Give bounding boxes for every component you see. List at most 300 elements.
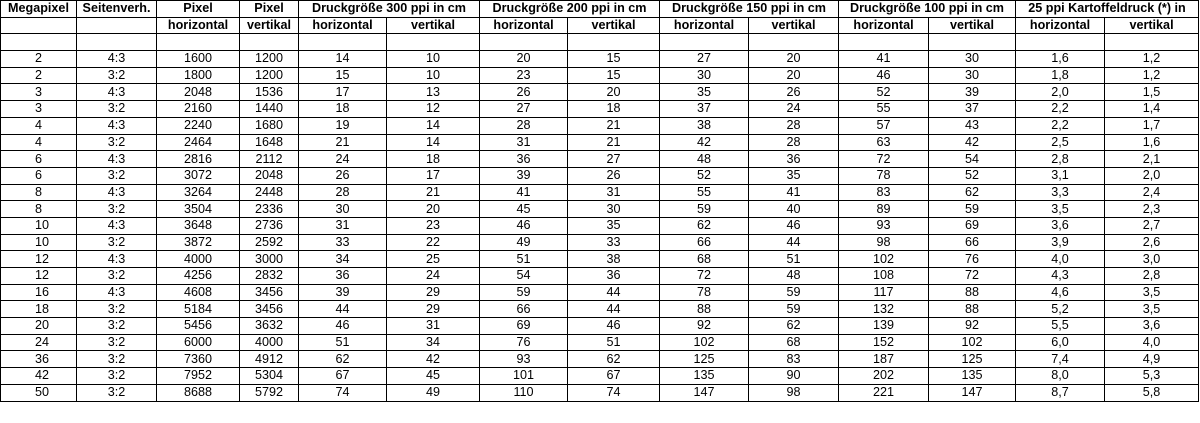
table-cell: 8,7 xyxy=(1016,384,1105,401)
table-row xyxy=(1,134,1199,151)
table-cell: 34 xyxy=(299,251,387,268)
table-cell: 6 xyxy=(1,167,77,184)
table-row xyxy=(1,101,1199,118)
table-cell: 3:2 xyxy=(77,351,157,368)
table-cell: 98 xyxy=(749,384,839,401)
table-cell: 4,6 xyxy=(1016,284,1105,301)
table-cell: 49 xyxy=(387,384,480,401)
table-cell: 1,2 xyxy=(1105,67,1199,84)
table-cell: 21 xyxy=(568,117,660,134)
table-cell: 3,1 xyxy=(1016,167,1105,184)
subheader-cell: horizontal xyxy=(839,17,929,34)
table-cell: 4 xyxy=(1,117,77,134)
table-cell: 3:2 xyxy=(77,334,157,351)
header-pixel-vertical: Pixel xyxy=(240,1,299,18)
table-cell: 3,5 xyxy=(1105,284,1199,301)
table-cell: 34 xyxy=(387,334,480,351)
table-cell: 6000 xyxy=(157,334,240,351)
table-cell: 147 xyxy=(929,384,1016,401)
table-cell: 1,6 xyxy=(1105,134,1199,151)
subheader-cell: vertikal xyxy=(929,17,1016,34)
table-cell: 31 xyxy=(387,318,480,335)
table-cell: 12 xyxy=(1,268,77,285)
table-cell: 1,8 xyxy=(1016,67,1105,84)
table-cell: 5,3 xyxy=(1105,368,1199,385)
table-cell: 52 xyxy=(660,167,749,184)
table-cell: 21 xyxy=(387,184,480,201)
table-body xyxy=(1,34,1199,401)
table-cell: 125 xyxy=(660,351,749,368)
table-cell: 2,0 xyxy=(1105,167,1199,184)
table-cell: 52 xyxy=(839,84,929,101)
table-row xyxy=(1,384,1199,401)
table-cell: 44 xyxy=(299,301,387,318)
table-cell: 102 xyxy=(839,251,929,268)
table-cell: 101 xyxy=(480,368,568,385)
table-row xyxy=(1,184,1199,201)
table-cell: 31 xyxy=(299,217,387,234)
header-aspect-ratio: Seitenverh. xyxy=(77,1,157,18)
table-cell: 3456 xyxy=(240,301,299,318)
table-cell: 108 xyxy=(839,268,929,285)
table-cell: 88 xyxy=(929,284,1016,301)
table-cell: 28 xyxy=(480,117,568,134)
table-cell: 1,2 xyxy=(1105,51,1199,68)
table-cell: 20 xyxy=(568,84,660,101)
table-cell: 41 xyxy=(839,51,929,68)
table-cell: 72 xyxy=(660,268,749,285)
table-cell: 38 xyxy=(660,117,749,134)
table-cell: 27 xyxy=(480,101,568,118)
table-cell: 24 xyxy=(387,268,480,285)
table-cell: 67 xyxy=(568,368,660,385)
table-cell: 37 xyxy=(660,101,749,118)
table-cell: 5,5 xyxy=(1016,318,1105,335)
subheader-cell: horizontal xyxy=(1016,17,1105,34)
table-cell: 54 xyxy=(480,268,568,285)
table-row xyxy=(1,217,1199,234)
table-cell: 59 xyxy=(749,301,839,318)
table-cell: 24 xyxy=(749,101,839,118)
table-cell: 2736 xyxy=(240,217,299,234)
table-cell: 51 xyxy=(568,334,660,351)
table-cell: 14 xyxy=(387,117,480,134)
table-cell: 57 xyxy=(839,117,929,134)
table-cell: 135 xyxy=(929,368,1016,385)
table-cell: 2,1 xyxy=(1105,151,1199,168)
table-cell: 110 xyxy=(480,384,568,401)
table-cell: 35 xyxy=(749,167,839,184)
table-cell: 3000 xyxy=(240,251,299,268)
table-row xyxy=(1,251,1199,268)
table-cell: 31 xyxy=(480,134,568,151)
table-cell: 4256 xyxy=(157,268,240,285)
table-cell: 66 xyxy=(929,234,1016,251)
table-cell: 2,2 xyxy=(1016,101,1105,118)
table-cell: 24 xyxy=(1,334,77,351)
table-cell: 30 xyxy=(299,201,387,218)
table-cell: 2448 xyxy=(240,184,299,201)
table-cell: 3,6 xyxy=(1105,318,1199,335)
subheader-cell: vertikal xyxy=(1105,17,1199,34)
table-cell: 44 xyxy=(749,234,839,251)
table-cell: 62 xyxy=(929,184,1016,201)
table-cell: 1440 xyxy=(240,101,299,118)
table-cell: 5,8 xyxy=(1105,384,1199,401)
subheader-cell: vertikal xyxy=(240,17,299,34)
table-row xyxy=(1,167,1199,184)
table-cell: 7952 xyxy=(157,368,240,385)
table-cell: 93 xyxy=(480,351,568,368)
table-cell: 1680 xyxy=(240,117,299,134)
table-cell: 4:3 xyxy=(77,217,157,234)
header-print-200ppi: Druckgröße 200 ppi in cm xyxy=(480,1,660,18)
table-cell: 46 xyxy=(480,217,568,234)
table-cell: 20 xyxy=(1,318,77,335)
table-cell: 36 xyxy=(1,351,77,368)
header-print-150ppi: Druckgröße 150 ppi in cm xyxy=(660,1,839,18)
table-cell: 7360 xyxy=(157,351,240,368)
header-print-25ppi: 25 ppi Kartoffeldruck (*) in xyxy=(1016,1,1199,18)
table-cell: 1200 xyxy=(240,67,299,84)
table-cell: 92 xyxy=(929,318,1016,335)
table-row xyxy=(1,351,1199,368)
table-cell: 59 xyxy=(660,201,749,218)
table-cell: 46 xyxy=(299,318,387,335)
table-cell: 4608 xyxy=(157,284,240,301)
table-cell: 36 xyxy=(299,268,387,285)
table-cell: 2,8 xyxy=(1016,151,1105,168)
table-cell: 117 xyxy=(839,284,929,301)
table-cell: 83 xyxy=(839,184,929,201)
table-cell: 2 xyxy=(1,67,77,84)
table-row xyxy=(1,301,1199,318)
table-cell: 3872 xyxy=(157,234,240,251)
table-cell: 135 xyxy=(660,368,749,385)
table-cell: 14 xyxy=(387,134,480,151)
table-cell: 3,6 xyxy=(1016,217,1105,234)
table-cell: 59 xyxy=(749,284,839,301)
subheader-cell xyxy=(77,17,157,34)
table-cell: 10 xyxy=(387,51,480,68)
subheader-cell: vertikal xyxy=(749,17,839,34)
table-cell: 2112 xyxy=(240,151,299,168)
table-cell: 4912 xyxy=(240,351,299,368)
table-cell: 30 xyxy=(568,201,660,218)
table-cell: 92 xyxy=(660,318,749,335)
table-row xyxy=(1,51,1199,68)
table-row xyxy=(1,67,1199,84)
table-cell: 83 xyxy=(749,351,839,368)
table-row xyxy=(1,284,1199,301)
table-cell: 5,2 xyxy=(1016,301,1105,318)
table-cell: 2,5 xyxy=(1016,134,1105,151)
table-cell: 2160 xyxy=(157,101,240,118)
table-cell: 4,9 xyxy=(1105,351,1199,368)
table-cell: 18 xyxy=(387,151,480,168)
table-cell: 202 xyxy=(839,368,929,385)
table-cell: 51 xyxy=(299,334,387,351)
table-cell: 39 xyxy=(299,284,387,301)
table-cell: 1200 xyxy=(240,51,299,68)
table-cell: 43 xyxy=(929,117,1016,134)
table-cell: 3,0 xyxy=(1105,251,1199,268)
table-cell: 39 xyxy=(480,167,568,184)
table-cell: 27 xyxy=(660,51,749,68)
table-cell: 48 xyxy=(660,151,749,168)
table-cell: 2816 xyxy=(157,151,240,168)
table-cell: 17 xyxy=(299,84,387,101)
table-cell: 26 xyxy=(568,167,660,184)
table-cell: 1,6 xyxy=(1016,51,1105,68)
table-cell: 15 xyxy=(299,67,387,84)
table-cell: 3456 xyxy=(240,284,299,301)
table-cell: 54 xyxy=(929,151,1016,168)
subheader-cell: vertikal xyxy=(387,17,480,34)
table-cell: 55 xyxy=(660,184,749,201)
header-row-1 xyxy=(1,1,1199,18)
table-cell: 4:3 xyxy=(77,284,157,301)
table-cell: 2,4 xyxy=(1105,184,1199,201)
table-cell: 39 xyxy=(929,84,1016,101)
table-cell: 3:2 xyxy=(77,101,157,118)
table-cell: 18 xyxy=(299,101,387,118)
table-cell: 3,5 xyxy=(1016,201,1105,218)
table-cell: 152 xyxy=(839,334,929,351)
table-row xyxy=(1,234,1199,251)
table-cell: 21 xyxy=(299,134,387,151)
table-cell: 6,0 xyxy=(1016,334,1105,351)
table-cell: 88 xyxy=(929,301,1016,318)
table-cell: 42 xyxy=(387,351,480,368)
table-cell: 63 xyxy=(839,134,929,151)
table-cell: 72 xyxy=(839,151,929,168)
table-cell: 4:3 xyxy=(77,84,157,101)
table-cell: 26 xyxy=(480,84,568,101)
table-cell: 48 xyxy=(749,268,839,285)
header-pixel-horizontal: Pixel xyxy=(157,1,240,18)
header-megapixel: Megapixel xyxy=(1,1,77,18)
table-cell: 14 xyxy=(299,51,387,68)
table-cell: 26 xyxy=(299,167,387,184)
table-cell: 33 xyxy=(568,234,660,251)
table-cell: 2,0 xyxy=(1016,84,1105,101)
table-cell: 42 xyxy=(1,368,77,385)
table-cell: 78 xyxy=(660,284,749,301)
table-cell: 2336 xyxy=(240,201,299,218)
table-cell: 3:2 xyxy=(77,167,157,184)
table-cell: 88 xyxy=(660,301,749,318)
table-cell: 3:2 xyxy=(77,384,157,401)
table-cell: 2,7 xyxy=(1105,217,1199,234)
table-cell: 20 xyxy=(749,51,839,68)
subheader-cell: vertikal xyxy=(568,17,660,34)
table-cell: 4:3 xyxy=(77,184,157,201)
blank-row xyxy=(1,34,1199,51)
table-cell: 35 xyxy=(660,84,749,101)
table-cell: 1,4 xyxy=(1105,101,1199,118)
table-cell: 2464 xyxy=(157,134,240,151)
table-cell: 3504 xyxy=(157,201,240,218)
table-row xyxy=(1,117,1199,134)
table-cell: 187 xyxy=(839,351,929,368)
table-cell: 132 xyxy=(839,301,929,318)
table-cell: 62 xyxy=(749,318,839,335)
table-cell: 76 xyxy=(929,251,1016,268)
table-cell: 20 xyxy=(480,51,568,68)
header-print-300ppi: Druckgröße 300 ppi in cm xyxy=(299,1,480,18)
table-cell: 15 xyxy=(568,51,660,68)
table-cell: 18 xyxy=(1,301,77,318)
table-cell: 66 xyxy=(480,301,568,318)
table-row xyxy=(1,368,1199,385)
table-cell: 69 xyxy=(929,217,1016,234)
table-row xyxy=(1,201,1199,218)
table-cell: 69 xyxy=(480,318,568,335)
table-cell: 6 xyxy=(1,151,77,168)
table-cell: 3264 xyxy=(157,184,240,201)
table-cell: 139 xyxy=(839,318,929,335)
table-cell: 74 xyxy=(568,384,660,401)
table-cell: 2832 xyxy=(240,268,299,285)
table-cell: 20 xyxy=(749,67,839,84)
table-cell: 51 xyxy=(480,251,568,268)
table-cell: 74 xyxy=(299,384,387,401)
table-cell: 41 xyxy=(480,184,568,201)
table-cell: 8 xyxy=(1,201,77,218)
table-cell: 2,3 xyxy=(1105,201,1199,218)
table-cell: 4000 xyxy=(157,251,240,268)
table-cell: 8 xyxy=(1,184,77,201)
table-cell: 42 xyxy=(929,134,1016,151)
subheader-cell: horizontal xyxy=(157,17,240,34)
table-cell: 1600 xyxy=(157,51,240,68)
table-cell: 33 xyxy=(299,234,387,251)
table-cell: 62 xyxy=(299,351,387,368)
table-cell: 45 xyxy=(387,368,480,385)
table-cell: 67 xyxy=(299,368,387,385)
table-cell: 125 xyxy=(929,351,1016,368)
header-row-2 xyxy=(1,17,1199,34)
table-cell: 12 xyxy=(1,251,77,268)
table-cell: 7,4 xyxy=(1016,351,1105,368)
table-cell: 1800 xyxy=(157,67,240,84)
subheader-cell: horizontal xyxy=(480,17,568,34)
table-cell: 89 xyxy=(839,201,929,218)
table-cell: 4000 xyxy=(240,334,299,351)
table-cell: 10 xyxy=(1,234,77,251)
table-cell: 23 xyxy=(387,217,480,234)
table-cell: 3,5 xyxy=(1105,301,1199,318)
table-cell: 3:2 xyxy=(77,301,157,318)
table-cell: 15 xyxy=(568,67,660,84)
table-cell: 3:2 xyxy=(77,318,157,335)
table-cell: 3:2 xyxy=(77,234,157,251)
table-cell: 72 xyxy=(929,268,1016,285)
table-cell: 51 xyxy=(749,251,839,268)
subheader-cell: horizontal xyxy=(299,17,387,34)
table-cell: 29 xyxy=(387,301,480,318)
table-cell: 66 xyxy=(660,234,749,251)
table-cell: 42 xyxy=(660,134,749,151)
table-cell: 2 xyxy=(1,51,77,68)
table-cell: 36 xyxy=(749,151,839,168)
table-cell: 4,0 xyxy=(1016,251,1105,268)
table-cell: 22 xyxy=(387,234,480,251)
table-cell: 21 xyxy=(568,134,660,151)
table-cell: 37 xyxy=(929,101,1016,118)
table-cell: 76 xyxy=(480,334,568,351)
table-cell: 1536 xyxy=(240,84,299,101)
table-cell: 23 xyxy=(480,67,568,84)
table-cell: 46 xyxy=(568,318,660,335)
table-cell: 68 xyxy=(749,334,839,351)
table-cell: 20 xyxy=(387,201,480,218)
table-cell: 46 xyxy=(839,67,929,84)
table-cell: 1,5 xyxy=(1105,84,1199,101)
table-cell: 26 xyxy=(749,84,839,101)
table-cell: 35 xyxy=(568,217,660,234)
table-cell: 31 xyxy=(568,184,660,201)
table-cell: 4,3 xyxy=(1016,268,1105,285)
table-cell: 62 xyxy=(568,351,660,368)
table-cell: 59 xyxy=(929,201,1016,218)
table-cell: 30 xyxy=(660,67,749,84)
table-cell: 3 xyxy=(1,101,77,118)
table-cell: 1648 xyxy=(240,134,299,151)
table-cell: 3:2 xyxy=(77,368,157,385)
subheader-cell: horizontal xyxy=(660,17,749,34)
subheader-cell xyxy=(1,17,77,34)
table-cell: 4,0 xyxy=(1105,334,1199,351)
table-cell: 59 xyxy=(480,284,568,301)
table-cell: 3,9 xyxy=(1016,234,1105,251)
table-cell: 36 xyxy=(480,151,568,168)
table-cell: 4:3 xyxy=(77,51,157,68)
table-cell: 3:2 xyxy=(77,201,157,218)
table-cell: 19 xyxy=(299,117,387,134)
table-cell: 46 xyxy=(749,217,839,234)
table-cell: 102 xyxy=(929,334,1016,351)
table-cell: 2,6 xyxy=(1105,234,1199,251)
table-cell: 10 xyxy=(1,217,77,234)
header-print-100ppi: Druckgröße 100 ppi in cm xyxy=(839,1,1016,18)
table-cell: 5184 xyxy=(157,301,240,318)
table-cell: 5304 xyxy=(240,368,299,385)
table-cell: 44 xyxy=(568,301,660,318)
table-row xyxy=(1,151,1199,168)
table-cell: 18 xyxy=(568,101,660,118)
table-cell: 3,3 xyxy=(1016,184,1105,201)
table-cell: 17 xyxy=(387,167,480,184)
table-cell: 16 xyxy=(1,284,77,301)
table-cell: 90 xyxy=(749,368,839,385)
table-cell: 12 xyxy=(387,101,480,118)
table-cell: 2240 xyxy=(157,117,240,134)
table-cell: 221 xyxy=(839,384,929,401)
table-cell: 2,8 xyxy=(1105,268,1199,285)
table-cell: 5456 xyxy=(157,318,240,335)
table-cell: 4:3 xyxy=(77,117,157,134)
table-cell: 4 xyxy=(1,134,77,151)
table-cell: 27 xyxy=(568,151,660,168)
table-cell: 147 xyxy=(660,384,749,401)
table-cell: 30 xyxy=(929,51,1016,68)
table-cell: 50 xyxy=(1,384,77,401)
table-cell: 3:2 xyxy=(77,134,157,151)
table-cell: 4:3 xyxy=(77,251,157,268)
table-cell: 8,0 xyxy=(1016,368,1105,385)
